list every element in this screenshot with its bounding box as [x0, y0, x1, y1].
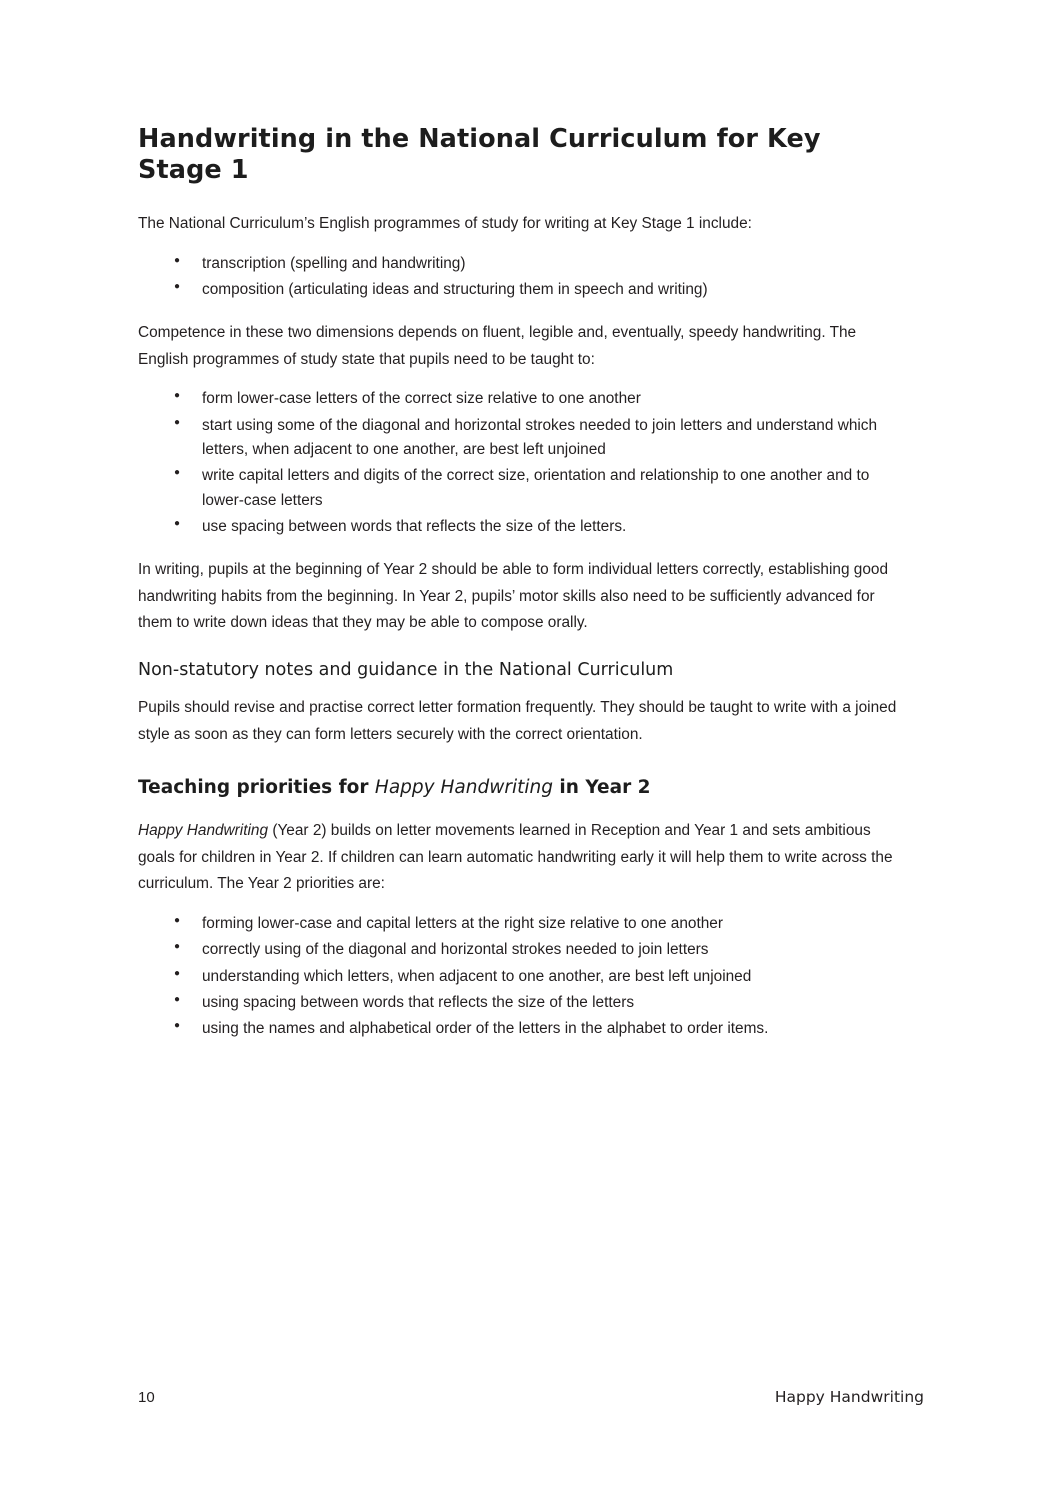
list-item: ● transcription (spelling and handwriting) — [174, 252, 906, 276]
competence-paragraph: Competence in these two dimensions depends on fluent, legible and, eventually, speedy handwriting. The English programmes of study state that pupils need to be taught to: — [138, 324, 857, 368]
list-item: ● use spacing between words that reflects the size of the letters. — [174, 515, 906, 539]
priorities-paragraph — [138, 818, 906, 897]
non-statutory-paragraph: Pupils should revise and practise correct letter formation frequently. They should be taught to write with a joined style as soon as they can form letters securely with the correct orientation. — [138, 699, 897, 743]
priorities-bullet-list — [138, 912, 906, 1042]
list-item: ● form lower-case letters of the correct size relative to one another — [174, 387, 906, 411]
list-item: ● composition (articulating ideas and structuring them in speech and writing) — [174, 278, 906, 302]
list-item: ● correctly using of the diagonal and horizontal strokes needed to join letters — [174, 938, 906, 962]
year2-paragraph: In writing, pupils at the beginning of Year 2 should be able to form individual letters correctly, establishing good handwriting habits from the beginning. In Year 2, pupils’ motor skills also need to be sufficiently advanced for them to write down ideas that they may be able to compose orally. — [138, 561, 889, 632]
taught-bullet-list — [138, 387, 906, 539]
page-content — [138, 124, 906, 1060]
teaching-priorities-heading — [138, 776, 906, 800]
intro-bullet-list — [138, 252, 906, 303]
list-item: ● using the names and alphabetical order of the letters in the alphabet to order items. — [174, 1017, 906, 1041]
non-statutory-heading: Non-statutory notes and guidance in the National Curriculum — [138, 659, 674, 680]
list-item: ● start using some of the diagonal and horizontal strokes needed to join letters and understand which letters, when adjacent to one another, are best left unjoined — [174, 414, 906, 463]
footer-book-title: Happy Handwriting — [774, 1388, 924, 1406]
heading-part-italic: Happy Handwriting — [374, 777, 553, 799]
list-item: ● write capital letters and digits of the correct size, orientation and relationship to one another and to lower-case letters — [174, 464, 906, 513]
page-footer — [138, 1388, 924, 1406]
heading-part-after: in Year 2 — [552, 777, 651, 799]
list-item: ● using spacing between words that reflects the size of the letters — [174, 991, 906, 1015]
list-item: ● understanding which letters, when adjacent to one another, are best left unjoined — [174, 965, 906, 989]
heading-part-before: Teaching priorities for — [138, 777, 375, 799]
list-item: ● forming lower-case and capital letters at the right size relative to one another — [174, 912, 906, 936]
intro-paragraph: The National Curriculum’s English programmes of study for writing at Key Stage 1 include: — [138, 215, 752, 233]
priorities-paragraph-rest: (Year 2) builds on letter movements learned in Reception and Year 1 and sets ambitious goals for children in Year 2. If children can learn automatic handwriting early it will help them to write across the curriculum. The Year 2 priorities are: — [138, 822, 893, 893]
page-number: 10 — [138, 1389, 155, 1406]
priorities-paragraph-italic-lead: Happy Handwriting — [138, 822, 269, 840]
page-title: Handwriting in the National Curriculum for Key Stage 1 — [138, 124, 821, 185]
